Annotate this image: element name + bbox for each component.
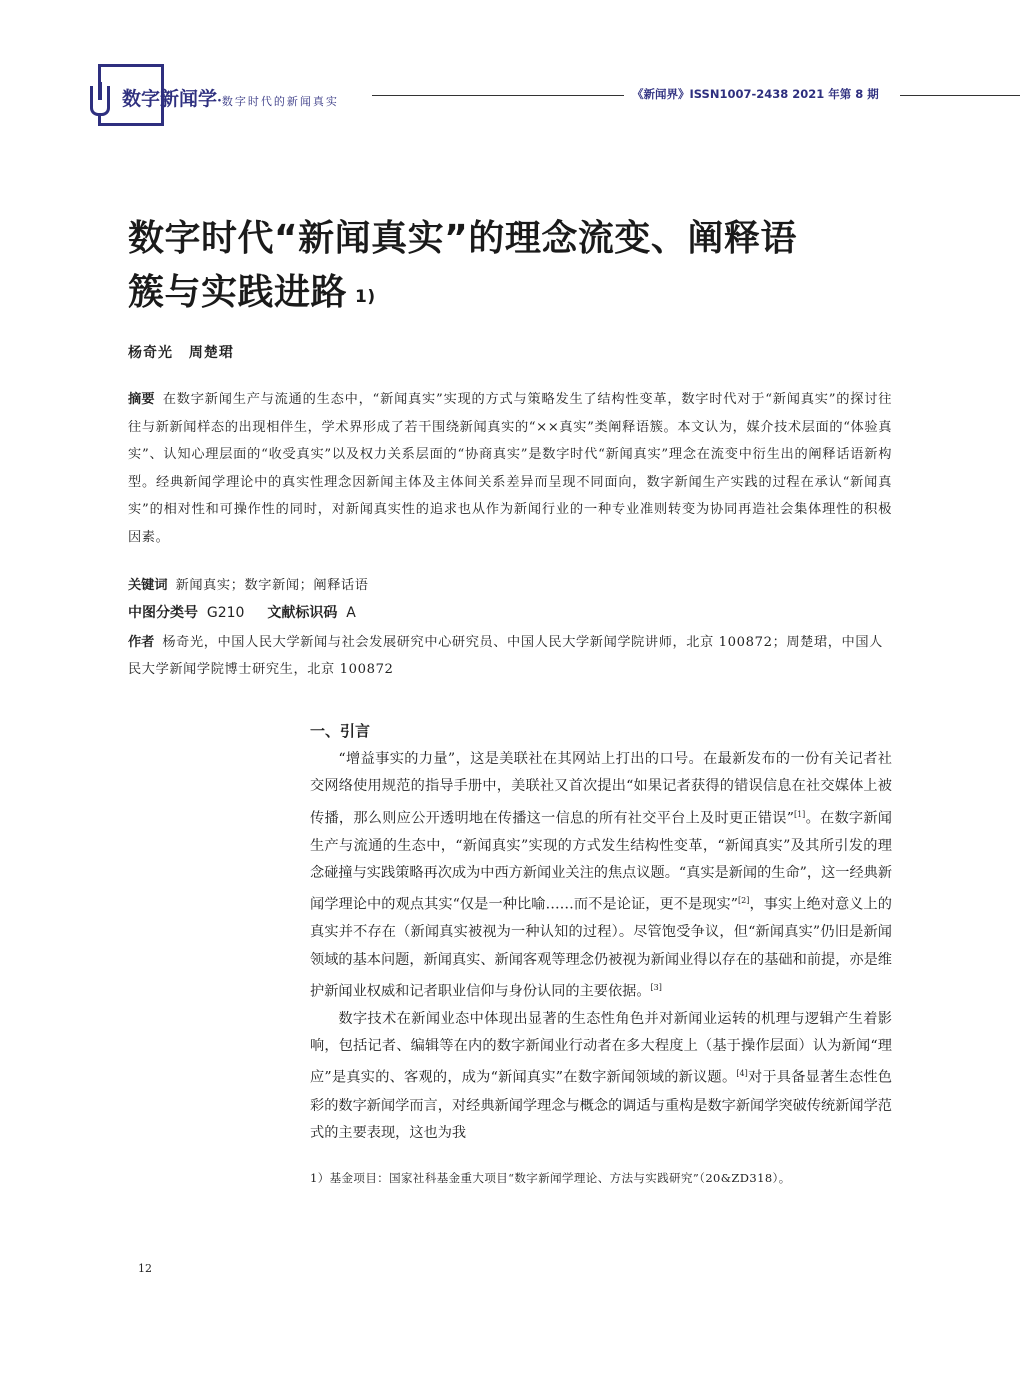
citation-1: [1]	[793, 809, 806, 819]
paragraph-1-part-b: 。在数字新闻生产与流通的生态中，“新闻真实”实现的方式发生结构性变革，“新闻真实”及其所引发的理念碰撞与实践策略再次成为中西方新闻业关注的焦点议题。“真实是新闻的生命”，这一经典新闻学理论中的观点其实“仅是一种比喻……而不是论证，更不是现实”	[310, 810, 893, 913]
title-line-2-text: 簇与实践进路	[128, 272, 348, 313]
keywords-text: 新闻真实；数字新闻；阐释话语	[175, 578, 369, 593]
abstract-text: 在数字新闻生产与流通的生态中，“新闻真实”实现的方式与策略发生了结构性变革，数字时代对于“新闻真实”的探讨往往与新新闻样态的出现相伴生，学术界形成了若干围绕新闻真实的“××真实”类阐释语簇。本文认为，媒介技术层面的“体验真实”、认知心理层面的“收受真实”以及权力关系层面的“协商真实”是数字时代“新闻真实”理念在流变中衍生出的阐释话语新构型。经典新闻学理论中的真实性理念因新闻主体及主体间关系差异而呈现不同面向，数字新闻生产实践的过程在承认“新闻真实”的相对性和可操作性的同时，对新闻真实性的追求也从作为新闻行业的一种专业准则转变为协同再造社会集体理性的积极因素。	[128, 392, 892, 545]
doc-code-value: A	[346, 605, 356, 621]
header-rule-right	[900, 95, 1020, 96]
paragraph-2-part-a: 数字技术在新闻业态中体现出显著的生态性角色并对新闻业运转的机理与逻辑产生着影响，包括记者、编辑等在内的数字新闻业行动者在多大程度上（基于操作层面）认为新闻“理应”是真实的、客观的，成为“新闻真实”在数字新闻领域的新议题。	[310, 1010, 892, 1087]
abstract-label: 摘要	[128, 392, 155, 407]
keywords-label: 关键词	[128, 578, 168, 593]
body-text	[310, 746, 892, 1147]
brand-name: 数字新闻学	[122, 88, 218, 110]
section-name: 数字时代的新闻真实	[221, 95, 339, 108]
journal-issue: 《新闻界》ISSN1007-2438 2021 年第 8 期	[632, 87, 879, 101]
keywords	[128, 574, 369, 598]
article-authors: 杨奇光 周楚珺	[128, 345, 234, 361]
title-line-2	[128, 266, 908, 320]
author-info-text: 杨奇光，中国人民大学新闻与社会发展研究中心研究员、中国人民大学新闻学院讲师，北京 100872；周楚珺，中国人民大学新闻学院博士研究生，北京 100872	[128, 635, 883, 677]
author-info-label: 作者	[128, 635, 155, 650]
page-number: 12	[138, 1262, 152, 1275]
citation-4: [4]	[736, 1069, 748, 1079]
paragraph-2	[310, 1006, 892, 1147]
section-heading: 一、引言	[310, 722, 371, 740]
brand-dot: ·	[217, 93, 222, 109]
classification	[128, 602, 374, 622]
author-info	[128, 629, 892, 683]
section-brand	[122, 84, 339, 111]
paragraph-1-part-a: “增益事实的力量”，这是美联社在其网站上打出的口号。在最新发布的一份有关记者社交网络使用规范的指导手册中，美联社又首次提出“如果记者获得的错误信息在社交媒体上被传播，那么则应公开透明地在传播这一信息的所有社交平台上及时更正错误”	[310, 751, 892, 827]
citation-3: [3]	[650, 982, 662, 992]
clc-label: 中图分类号	[128, 605, 198, 621]
footnote: 1）基金项目：国家社科基金重大项目“数字新闻学理论、方法与实践研究”（20&ZD318）。	[310, 1171, 791, 1185]
logo-glyph-icon	[90, 86, 110, 116]
abstract	[128, 386, 892, 551]
doc-code-label: 文献标识码	[267, 605, 338, 621]
paragraph-1	[310, 746, 892, 1006]
clc-value: G210	[206, 605, 245, 621]
article-title	[128, 212, 908, 320]
header-rule-left	[372, 95, 624, 96]
citation-2: [2]	[738, 896, 750, 906]
title-footnote-marker: 1)	[355, 287, 376, 307]
title-line-1: 数字时代“新闻真实”的理念流变、阐释语	[128, 218, 797, 259]
paragraph-1-part-c: ，事实上绝对意义上的真实并不存在（新闻真实被视为一种认知的过程）。尽管饱受争议，但“新闻真实”仍旧是新闻领域的基本问题，新闻真实、新闻客观等理念仍被视为新闻业得以存在的基础和前提，亦是维护新闻业权威和记者职业信仰与身份认同的主要依据。	[310, 896, 892, 1000]
paragraph-2-part-b: 对于具备显著生态性色彩的数字新闻学而言，对经典新闻学理念与概念的调适与重构是数字新闻学突破传统新闻学范式的主要表现，这也为我	[310, 1070, 892, 1141]
